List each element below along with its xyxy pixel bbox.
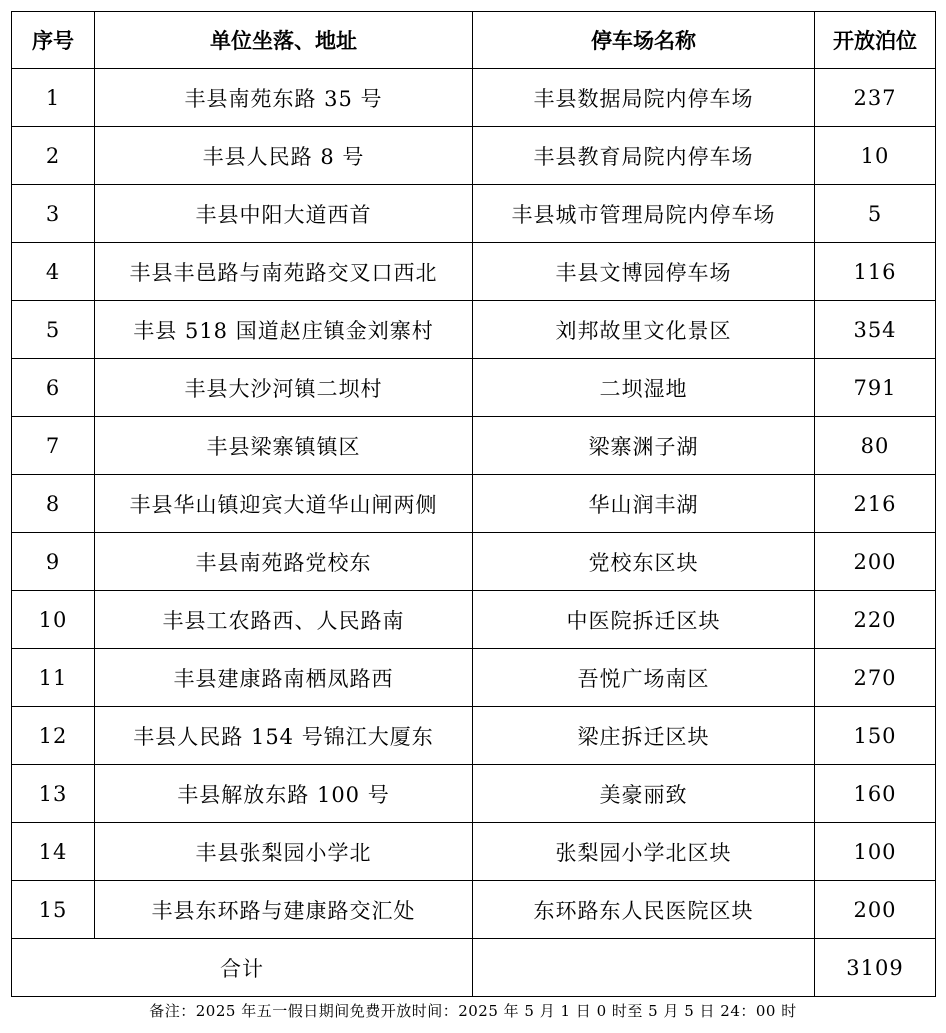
row-index: 7 (12, 417, 95, 475)
table-row (12, 475, 936, 533)
row-lot-name: 刘邦故里文化景区 (473, 301, 815, 359)
row-address: 丰县人民路 154 号锦江大厦东 (95, 707, 473, 765)
row-address: 丰县 518 国道赵庄镇金刘寨村 (95, 301, 473, 359)
header-lot-name: 停车场名称 (473, 12, 815, 69)
table-row (12, 591, 936, 649)
row-address: 丰县大沙河镇二坝村 (95, 359, 473, 417)
row-spaces: 100 (815, 823, 936, 881)
row-index: 4 (12, 243, 95, 301)
row-lot-name: 党校东区块 (473, 533, 815, 591)
row-lot-name: 吾悦广场南区 (473, 649, 815, 707)
header-address: 单位坐落、地址 (95, 12, 473, 69)
header-index: 序号 (12, 12, 95, 69)
row-lot-name: 华山润丰湖 (473, 475, 815, 533)
row-index: 13 (12, 765, 95, 823)
row-address: 丰县华山镇迎宾大道华山闸两侧 (95, 475, 473, 533)
row-index: 9 (12, 533, 95, 591)
row-spaces: 80 (815, 417, 936, 475)
row-address: 丰县建康路南栖凤路西 (95, 649, 473, 707)
row-address: 丰县东环路与建康路交汇处 (95, 881, 473, 939)
row-spaces: 270 (815, 649, 936, 707)
total-label: 合计 (12, 939, 473, 997)
row-address: 丰县人民路 8 号 (95, 127, 473, 185)
row-index: 3 (12, 185, 95, 243)
table-row (12, 359, 936, 417)
row-spaces: 216 (815, 475, 936, 533)
table-row (12, 185, 936, 243)
row-spaces: 791 (815, 359, 936, 417)
table-row (12, 823, 936, 881)
row-lot-name: 梁寨渊子湖 (473, 417, 815, 475)
row-spaces: 354 (815, 301, 936, 359)
row-lot-name: 丰县城市管理局院内停车场 (473, 185, 815, 243)
row-address: 丰县工农路西、人民路南 (95, 591, 473, 649)
table-row (12, 417, 936, 475)
row-spaces: 200 (815, 533, 936, 591)
total-row (12, 939, 936, 997)
header-open-spaces: 开放泊位 (815, 12, 936, 69)
table-row (12, 301, 936, 359)
row-lot-name: 二坝湿地 (473, 359, 815, 417)
row-spaces: 5 (815, 185, 936, 243)
row-lot-name: 美豪丽致 (473, 765, 815, 823)
row-spaces: 116 (815, 243, 936, 301)
row-index: 5 (12, 301, 95, 359)
row-index: 12 (12, 707, 95, 765)
row-address: 丰县解放东路 100 号 (95, 765, 473, 823)
row-index: 2 (12, 127, 95, 185)
table-row (12, 765, 936, 823)
table-row (12, 881, 936, 939)
row-index: 1 (12, 69, 95, 127)
row-spaces: 220 (815, 591, 936, 649)
row-lot-name: 丰县教育局院内停车场 (473, 127, 815, 185)
row-address: 丰县中阳大道西首 (95, 185, 473, 243)
row-lot-name: 梁庄拆迁区块 (473, 707, 815, 765)
row-index: 14 (12, 823, 95, 881)
row-spaces: 10 (815, 127, 936, 185)
row-address: 丰县南苑东路 35 号 (95, 69, 473, 127)
row-address: 丰县南苑路党校东 (95, 533, 473, 591)
row-lot-name: 东环路东人民医院区块 (473, 881, 815, 939)
row-lot-name: 丰县文博园停车场 (473, 243, 815, 301)
total-empty-cell (473, 939, 815, 997)
table-row (12, 707, 936, 765)
table-row (12, 533, 936, 591)
row-spaces: 160 (815, 765, 936, 823)
table-header-row (12, 12, 936, 69)
row-address: 丰县张梨园小学北 (95, 823, 473, 881)
table-row (12, 649, 936, 707)
row-address: 丰县丰邑路与南苑路交叉口西北 (95, 243, 473, 301)
row-spaces: 150 (815, 707, 936, 765)
row-spaces: 237 (815, 69, 936, 127)
row-index: 15 (12, 881, 95, 939)
row-index: 6 (12, 359, 95, 417)
row-lot-name: 中医院拆迁区块 (473, 591, 815, 649)
table-row (12, 69, 936, 127)
document-page (11, 11, 935, 997)
row-spaces: 200 (815, 881, 936, 939)
row-index: 8 (12, 475, 95, 533)
row-lot-name: 张梨园小学北区块 (473, 823, 815, 881)
parking-table (11, 11, 936, 997)
row-address: 丰县梁寨镇镇区 (95, 417, 473, 475)
table-row (12, 243, 936, 301)
footnote: 备注：2025 年五一假日期间免费开放时间：2025 年 5 月 1 日 0 时至 5 月 5 日 24：00 时 (149, 1002, 797, 1020)
total-value: 3109 (815, 939, 936, 997)
table-row (12, 127, 936, 185)
row-index: 11 (12, 649, 95, 707)
row-lot-name: 丰县数据局院内停车场 (473, 69, 815, 127)
row-index: 10 (12, 591, 95, 649)
